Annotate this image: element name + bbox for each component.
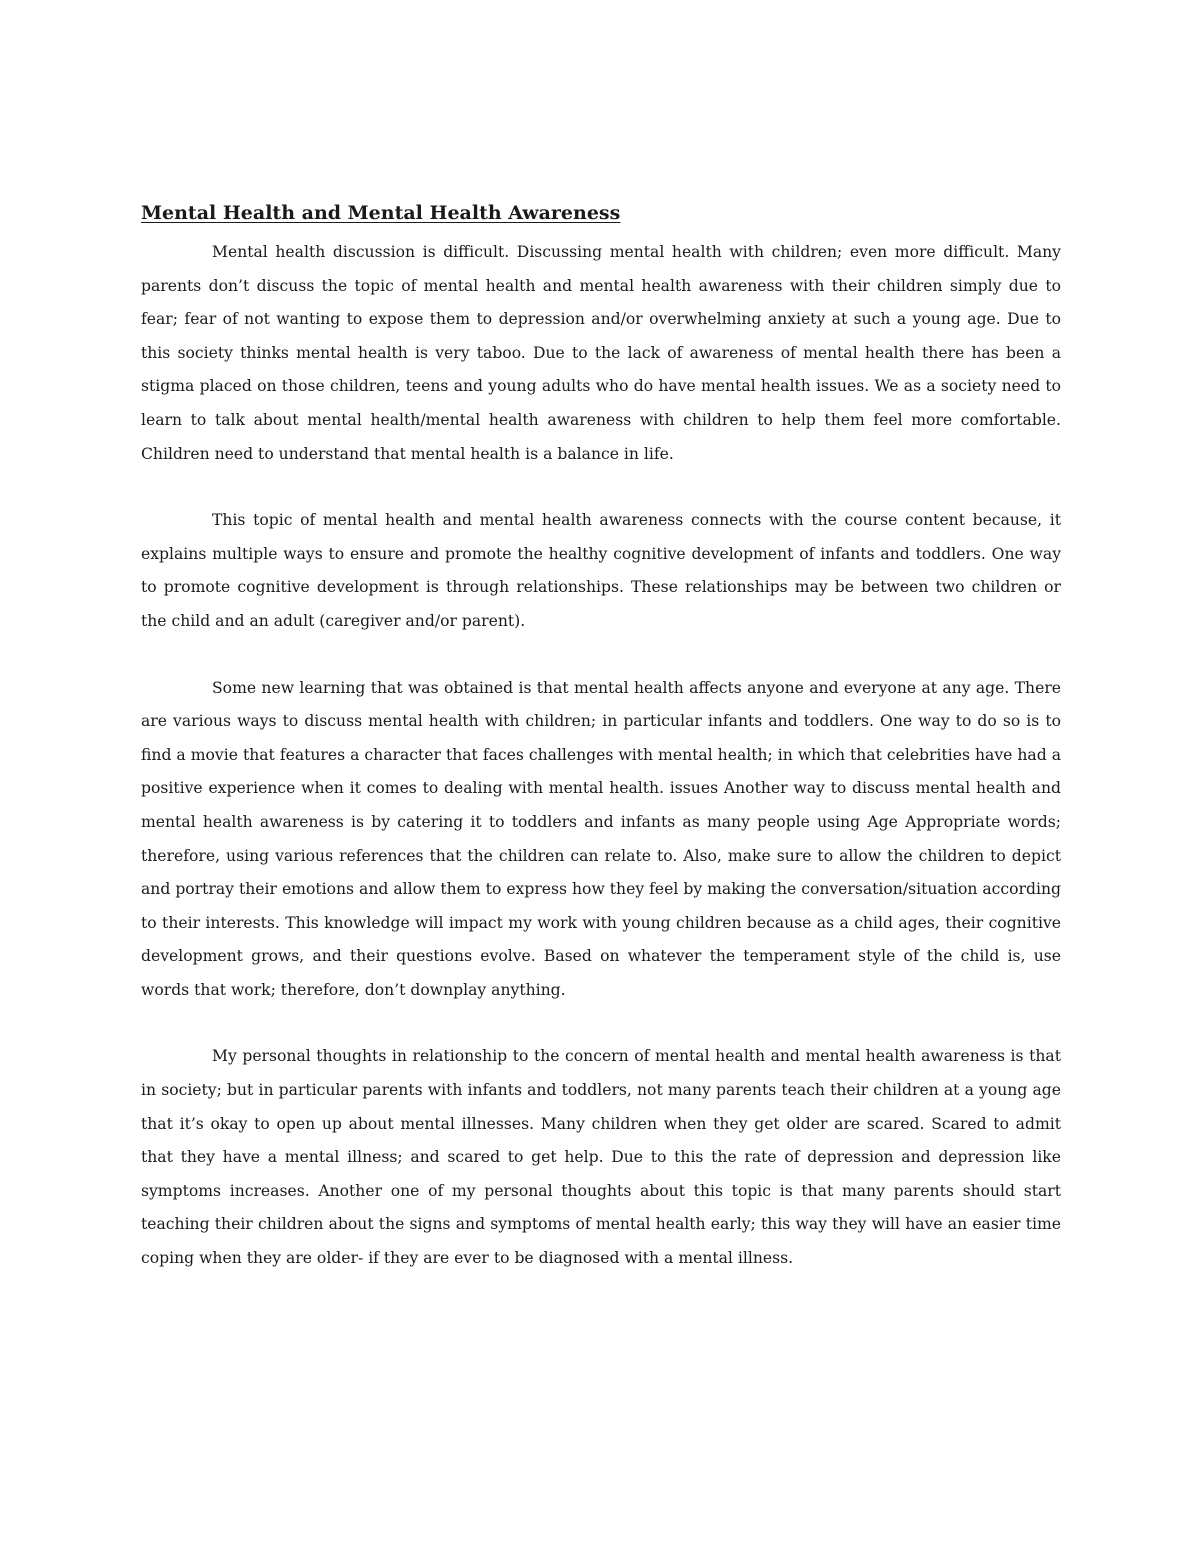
paragraph-new-learning: Some new learning that was obtained is that mental health affects anyone and everyone at any age. There are various ways to discuss mental health with children; in particular infants and toddlers. One way to do so is to find a movie that features a character that faces challenges with mental health; in which that celebrities have had a positive experience when it comes to dealing with mental health. issues Another way to discuss mental health and mental health awareness is by catering it to toddlers and infants as many people using Age Appropriate words; therefore, using various references that the children can relate to. Also, make sure to allow the children to depict and portray their emotions and allow them to express how they feel by making the conversation/situation according to their interests. This knowledge will impact my work with young children because as a child ages, their cognitive development grows, and their questions evolve. Based on whatever the temperament style of the child is, use words that work; therefore, don’t downplay anything. [141,678,1061,999]
spacer [141,471,1061,504]
paragraph-personal-thoughts: My personal thoughts in relationship to the concern of mental health and mental health awareness is that in society; but in particular parents with infants and toddlers, not many parents teach their children at a young age that it’s okay to open up about mental illnesses. Many children when they get older are scared. Scared to admit that they have a mental illness; and scared to get help. Due to this the rate of depression and depression like symptoms increases. Another one of my personal thoughts about this topic is that many parents should start teaching their children about the signs and symptoms of mental health early; this way they will have an easier time coping when they are older- if they are ever to be diagnosed with a mental illness. [141,1047,1061,1268]
paragraph-course-connection: This topic of mental health and mental health awareness connects with the course content because, it explains multiple ways to ensure and promote the healthy cognitive development of infants and toddlers. One way to promote cognitive development is through relationships. These relationships may be between two children or the child and an adult (caregiver and/or parent). [141,511,1061,630]
document-title: Mental Health and Mental Health Awareness [141,202,621,224]
paragraph-intro: Mental health discussion is difficult. Discussing mental health with children; even more difficult. Many parents don’t discuss the topic of mental health and mental health awareness with their children simply due to fear; fear of not wanting to expose them to depression and/or overwhelming anxiety at such a young age. Due to this society thinks mental health is very taboo. Due to the lack of awareness of mental health there has been a stigma placed on those children, teens and young adults who do have mental health issues. We as a society need to learn to talk about mental health/mental health awareness with children to help them feel more comfortable. Children need to understand that mental health is a balance in life. [141,243,1061,463]
document-body [141,196,1061,1276]
spacer [141,1007,1061,1040]
spacer [141,639,1061,672]
